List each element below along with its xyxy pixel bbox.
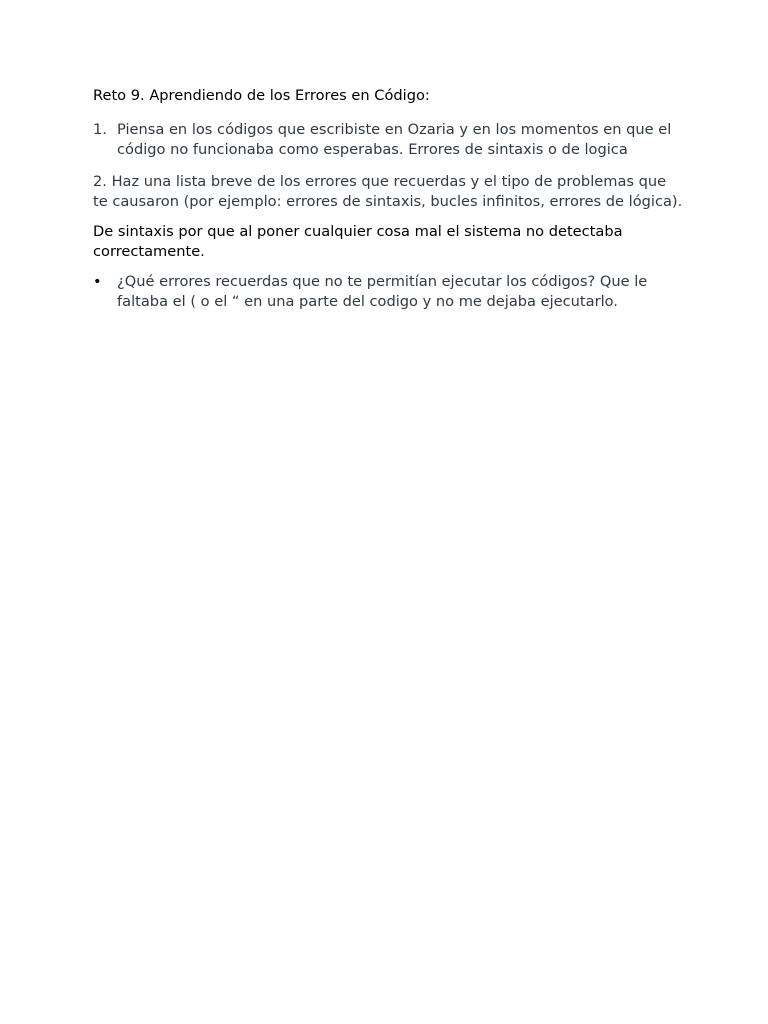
list-item-text: Piensa en los códigos que escribiste en Ozaria y en los momentos en que el código no funcionaba como esperabas. Errores de sintaxis o de logica [117, 121, 672, 158]
bullet-icon: • [93, 273, 102, 290]
bullet-list [93, 272, 683, 312]
list-number: 1. [93, 121, 107, 138]
list-item-text: ¿Qué errores recuerdas que no te permitían ejecutar los códigos? Que le faltaba el ( o el “ en una parte del codigo y no me dejaba ejecutarlo. [117, 273, 648, 310]
document-title: Reto 9. Aprendiendo de los Errores en Código: [93, 87, 430, 104]
list-item [93, 272, 683, 312]
answer-paragraph: De sintaxis por que al poner cualquier cosa mal el sistema no detectaba correctamente. [93, 223, 623, 260]
instruction-paragraph: 2. Haz una lista breve de los errores que recuerdas y el tipo de problemas que te causaron (por ejemplo: errores de sintaxis, bucles infinitos, errores de lógica). [93, 173, 683, 210]
numbered-list [93, 120, 683, 160]
list-item [93, 120, 683, 160]
document-body [93, 86, 683, 312]
